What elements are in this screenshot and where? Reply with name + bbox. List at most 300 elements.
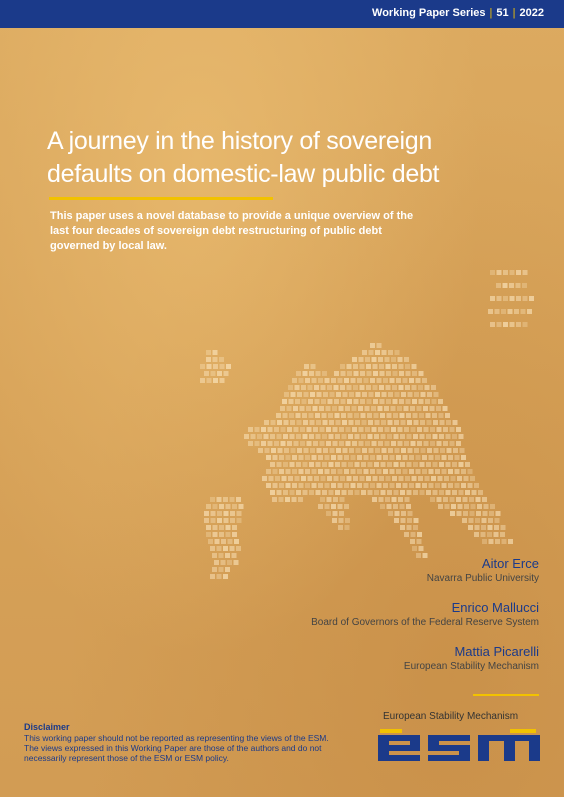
map-dot xyxy=(435,483,440,488)
map-dot xyxy=(275,476,280,481)
map-dot xyxy=(289,399,294,404)
map-dot xyxy=(331,378,336,383)
map-dot xyxy=(340,364,345,369)
map-dot xyxy=(483,511,488,516)
map-dot xyxy=(333,511,338,516)
map-dot xyxy=(388,350,393,355)
map-dot xyxy=(404,357,409,362)
map-dot xyxy=(339,511,344,516)
map-dot xyxy=(301,476,306,481)
map-dot xyxy=(359,357,364,362)
map-dot xyxy=(482,518,487,523)
author-affiliation: Board of Governors of the Federal Reserve System xyxy=(311,617,539,628)
map-dot xyxy=(344,483,349,488)
map-dot xyxy=(422,378,427,383)
map-dot xyxy=(266,455,271,460)
map-dot xyxy=(373,399,378,404)
map-dot xyxy=(451,504,456,509)
map-dot xyxy=(262,476,267,481)
map-dot xyxy=(516,283,521,288)
map-dot xyxy=(401,518,406,523)
map-dot xyxy=(299,378,304,383)
map-dot xyxy=(412,371,417,376)
map-dot xyxy=(514,309,519,314)
map-dot xyxy=(474,483,479,488)
map-dot xyxy=(490,296,495,301)
map-dot xyxy=(328,399,333,404)
title-underline xyxy=(49,197,273,200)
map-dot xyxy=(445,413,450,418)
author-affiliation: Navarra Public University xyxy=(426,573,539,584)
map-dot xyxy=(461,455,466,460)
map-dot xyxy=(365,357,370,362)
map-dot xyxy=(271,448,276,453)
map-dot xyxy=(386,399,391,404)
map-dot xyxy=(255,427,260,432)
map-dot xyxy=(426,462,431,467)
map-dot xyxy=(448,469,453,474)
map-dot xyxy=(383,455,388,460)
map-dot xyxy=(406,504,411,509)
map-dot xyxy=(305,455,310,460)
map-dot xyxy=(411,532,416,537)
map-dot xyxy=(500,532,505,537)
map-dot xyxy=(287,406,292,411)
map-dot xyxy=(342,490,347,495)
map-dot xyxy=(305,483,310,488)
map-dot xyxy=(347,399,352,404)
map-dot xyxy=(291,448,296,453)
map-dot xyxy=(476,511,481,516)
map-dot xyxy=(224,511,229,516)
map-dot xyxy=(497,270,502,275)
map-dot xyxy=(308,399,313,404)
map-dot xyxy=(280,406,285,411)
map-dot xyxy=(322,462,327,467)
map-dot xyxy=(359,427,364,432)
map-dot xyxy=(347,385,352,390)
map-dot xyxy=(364,483,369,488)
map-dot xyxy=(419,371,424,376)
map-dot xyxy=(357,455,362,460)
map-dot xyxy=(438,399,443,404)
map-dot xyxy=(426,413,431,418)
map-dot xyxy=(472,490,477,495)
map-dot xyxy=(213,504,218,509)
map-dot xyxy=(213,350,218,355)
map-dot xyxy=(346,441,351,446)
map-dot xyxy=(327,385,332,390)
map-dot xyxy=(277,462,282,467)
map-dot xyxy=(429,469,434,474)
map-dot xyxy=(406,399,411,404)
map-dot xyxy=(509,283,514,288)
map-dot xyxy=(287,427,292,432)
map-dot xyxy=(375,448,380,453)
map-dot xyxy=(381,420,386,425)
map-dot xyxy=(342,420,347,425)
map-dot xyxy=(314,476,319,481)
map-dot xyxy=(322,490,327,495)
map-dot xyxy=(411,441,416,446)
map-dot xyxy=(305,469,310,474)
map-dot xyxy=(372,441,377,446)
map-dot xyxy=(459,462,464,467)
author-block xyxy=(239,599,539,629)
map-dot xyxy=(386,364,391,369)
author-name: Mattia Picarelli xyxy=(454,644,539,659)
map-dot xyxy=(299,469,304,474)
map-dot xyxy=(340,476,345,481)
map-dot xyxy=(312,483,317,488)
map-dot xyxy=(365,427,370,432)
map-dot xyxy=(226,525,231,530)
map-dot xyxy=(374,413,379,418)
map-dot xyxy=(331,455,336,460)
map-dot xyxy=(380,413,385,418)
map-dot xyxy=(429,455,434,460)
map-dot xyxy=(373,385,378,390)
map-dot xyxy=(503,283,508,288)
map-dot xyxy=(446,490,451,495)
map-dot xyxy=(398,441,403,446)
map-dot xyxy=(400,504,405,509)
map-dot xyxy=(288,385,293,390)
map-dot xyxy=(413,525,418,530)
map-dot xyxy=(529,296,534,301)
map-dot xyxy=(362,420,367,425)
map-dot xyxy=(349,448,354,453)
map-dot xyxy=(372,497,377,502)
map-dot xyxy=(344,455,349,460)
map-dot xyxy=(503,322,508,327)
paper-title: A journey in the history of sovereign defaults on domestic-law public debt xyxy=(47,127,440,188)
map-dot xyxy=(407,420,412,425)
map-dot xyxy=(339,406,344,411)
map-dot xyxy=(382,350,387,355)
map-dot xyxy=(333,441,338,446)
map-dot xyxy=(353,364,358,369)
map-dot xyxy=(461,483,466,488)
map-dot xyxy=(356,392,361,397)
map-dot xyxy=(269,476,274,481)
map-dot xyxy=(387,490,392,495)
map-dot xyxy=(338,378,343,383)
map-dot xyxy=(219,567,224,572)
map-dot xyxy=(320,441,325,446)
map-dot xyxy=(213,378,218,383)
map-dot xyxy=(395,448,400,453)
map-dot xyxy=(372,357,377,362)
map-dot xyxy=(375,392,380,397)
map-dot xyxy=(297,392,302,397)
map-dot xyxy=(442,469,447,474)
map-dot xyxy=(470,476,475,481)
map-dot xyxy=(434,448,439,453)
map-dot xyxy=(450,441,455,446)
map-dot xyxy=(328,413,333,418)
map-dot xyxy=(282,476,287,481)
map-dot xyxy=(306,406,311,411)
map-dot xyxy=(433,434,438,439)
map-dot xyxy=(334,371,339,376)
map-dot xyxy=(318,469,323,474)
map-dot xyxy=(237,518,242,523)
map-dot xyxy=(232,525,237,530)
map-dot xyxy=(226,532,231,537)
map-dot xyxy=(292,455,297,460)
map-dot xyxy=(433,420,438,425)
map-dot xyxy=(503,296,508,301)
map-dot xyxy=(370,455,375,460)
map-dot xyxy=(207,378,212,383)
map-dot xyxy=(215,539,220,544)
map-dot xyxy=(329,434,334,439)
map-dot xyxy=(355,420,360,425)
map-dot xyxy=(339,441,344,446)
map-dot xyxy=(378,427,383,432)
map-dot xyxy=(453,448,458,453)
map-dot xyxy=(232,553,237,558)
series-year: 2022 xyxy=(519,7,544,19)
map-dot xyxy=(391,406,396,411)
map-dot xyxy=(429,483,434,488)
map-dot xyxy=(392,385,397,390)
map-dot xyxy=(336,392,341,397)
map-dot xyxy=(406,371,411,376)
map-dot xyxy=(403,378,408,383)
map-dot xyxy=(361,413,366,418)
map-dot xyxy=(442,483,447,488)
map-dot xyxy=(290,462,295,467)
map-dot xyxy=(212,553,217,558)
map-dot xyxy=(286,455,291,460)
map-dot xyxy=(443,441,448,446)
map-dot xyxy=(432,413,437,418)
map-dot xyxy=(439,413,444,418)
map-dot xyxy=(367,413,372,418)
map-dot xyxy=(296,434,301,439)
map-dot xyxy=(417,441,422,446)
map-dot xyxy=(477,504,482,509)
map-dot xyxy=(425,476,430,481)
map-dot xyxy=(347,364,352,369)
map-dot xyxy=(508,309,513,314)
map-dot xyxy=(283,462,288,467)
map-dot xyxy=(320,497,325,502)
map-dot xyxy=(339,518,344,523)
map-dot xyxy=(516,322,521,327)
map-dot xyxy=(414,392,419,397)
map-dot xyxy=(217,518,222,523)
map-dot xyxy=(404,441,409,446)
map-dot xyxy=(281,441,286,446)
map-dot xyxy=(391,441,396,446)
map-dot xyxy=(372,427,377,432)
map-dot xyxy=(373,371,378,376)
map-dot xyxy=(390,455,395,460)
map-dot xyxy=(336,448,341,453)
map-dot xyxy=(430,441,435,446)
map-dot xyxy=(290,434,295,439)
map-dot xyxy=(213,357,218,362)
map-dot xyxy=(412,399,417,404)
disclaimer-text: This working paper should not be reported as representing the views of the ESM. The views expressed in this Working Paper are those of the authors and do not necessarily represent those of the ESM or ESM policy. xyxy=(24,733,329,763)
map-dot xyxy=(409,483,414,488)
map-dot xyxy=(329,462,334,467)
map-dot xyxy=(412,476,417,481)
map-dot xyxy=(412,364,417,369)
map-dot xyxy=(495,539,500,544)
map-dot xyxy=(211,371,216,376)
map-dot xyxy=(445,504,450,509)
map-dot xyxy=(375,350,380,355)
map-dot xyxy=(481,532,486,537)
map-dot xyxy=(301,385,306,390)
map-dot xyxy=(396,483,401,488)
map-dot xyxy=(400,525,405,530)
map-dot xyxy=(398,427,403,432)
map-dot xyxy=(443,427,448,432)
map-dot xyxy=(369,448,374,453)
map-dot xyxy=(339,427,344,432)
map-dot xyxy=(381,434,386,439)
map-dot xyxy=(437,427,442,432)
map-dot xyxy=(396,455,401,460)
map-dot xyxy=(344,378,349,383)
map-dot xyxy=(206,504,211,509)
map-dot xyxy=(468,483,473,488)
map-dot xyxy=(393,399,398,404)
map-dot xyxy=(304,392,309,397)
map-dot xyxy=(392,476,397,481)
map-dot xyxy=(258,448,263,453)
map-dot xyxy=(303,462,308,467)
map-dot xyxy=(438,476,443,481)
map-dot xyxy=(393,504,398,509)
map-dot xyxy=(217,371,222,376)
map-dot xyxy=(325,483,330,488)
map-dot xyxy=(455,469,460,474)
map-dot xyxy=(234,560,239,565)
map-dot xyxy=(295,476,300,481)
map-dot xyxy=(223,546,228,551)
map-dot xyxy=(522,283,527,288)
map-dot xyxy=(270,490,275,495)
map-dot xyxy=(401,420,406,425)
author-affiliation: European Stability Mechanism xyxy=(403,661,539,672)
map-dot xyxy=(408,392,413,397)
map-dot xyxy=(417,539,422,544)
map-dot xyxy=(307,427,312,432)
map-dot xyxy=(494,525,499,530)
author-block xyxy=(239,555,539,585)
map-dot xyxy=(292,497,297,502)
map-dot xyxy=(315,413,320,418)
map-dot xyxy=(316,434,321,439)
map-dot xyxy=(303,371,308,376)
map-dot xyxy=(414,420,419,425)
map-dot xyxy=(390,378,395,383)
map-dot xyxy=(464,476,469,481)
map-dot xyxy=(327,497,332,502)
map-dot xyxy=(319,406,324,411)
map-dot xyxy=(294,441,299,446)
map-dot xyxy=(223,574,228,579)
map-dot xyxy=(308,476,313,481)
map-dot xyxy=(484,504,489,509)
map-dot xyxy=(436,406,441,411)
map-dot xyxy=(487,532,492,537)
map-dot xyxy=(338,455,343,460)
map-dot xyxy=(204,518,209,523)
map-dot xyxy=(387,413,392,418)
map-dot xyxy=(394,434,399,439)
map-dot xyxy=(418,385,423,390)
map-dot xyxy=(282,399,287,404)
map-dot xyxy=(206,357,211,362)
map-dot xyxy=(338,483,343,488)
map-dot xyxy=(296,371,301,376)
map-dot xyxy=(431,385,436,390)
map-dot xyxy=(433,462,438,467)
map-dot xyxy=(211,518,216,523)
map-dot xyxy=(351,455,356,460)
map-dot xyxy=(421,392,426,397)
map-dot xyxy=(219,525,224,530)
map-dot xyxy=(206,532,211,537)
map-dot xyxy=(361,434,366,439)
map-dot xyxy=(430,427,435,432)
map-dot xyxy=(333,497,338,502)
map-dot xyxy=(377,343,382,348)
map-dot xyxy=(321,385,326,390)
map-dot xyxy=(388,420,393,425)
map-dot xyxy=(316,462,321,467)
map-dot xyxy=(217,546,222,551)
map-dot xyxy=(309,413,314,418)
map-dot xyxy=(374,490,379,495)
map-dot xyxy=(388,511,393,516)
map-dot xyxy=(348,490,353,495)
map-dot xyxy=(453,420,458,425)
map-dot xyxy=(497,296,502,301)
map-dot xyxy=(489,539,494,544)
map-dot xyxy=(370,343,375,348)
map-dot xyxy=(334,476,339,481)
paper-summary: This paper uses a novel database to provide a unique overview of the last four decades of sovereign debt restructuring of public debt governed by local law. xyxy=(50,210,414,252)
map-dot xyxy=(305,378,310,383)
map-dot xyxy=(433,490,438,495)
map-dot xyxy=(495,518,500,523)
map-dot xyxy=(335,434,340,439)
map-dot xyxy=(420,490,425,495)
map-dot xyxy=(387,434,392,439)
map-dot xyxy=(213,532,218,537)
map-dot xyxy=(303,420,308,425)
map-dot xyxy=(356,448,361,453)
map-dot xyxy=(418,476,423,481)
map-dot xyxy=(353,385,358,390)
map-dot xyxy=(399,371,404,376)
map-dot xyxy=(340,497,345,502)
map-dot xyxy=(379,364,384,369)
map-dot xyxy=(323,392,328,397)
map-dot xyxy=(342,462,347,467)
map-dot xyxy=(379,497,384,502)
map-dot xyxy=(310,420,315,425)
map-dot xyxy=(451,476,456,481)
